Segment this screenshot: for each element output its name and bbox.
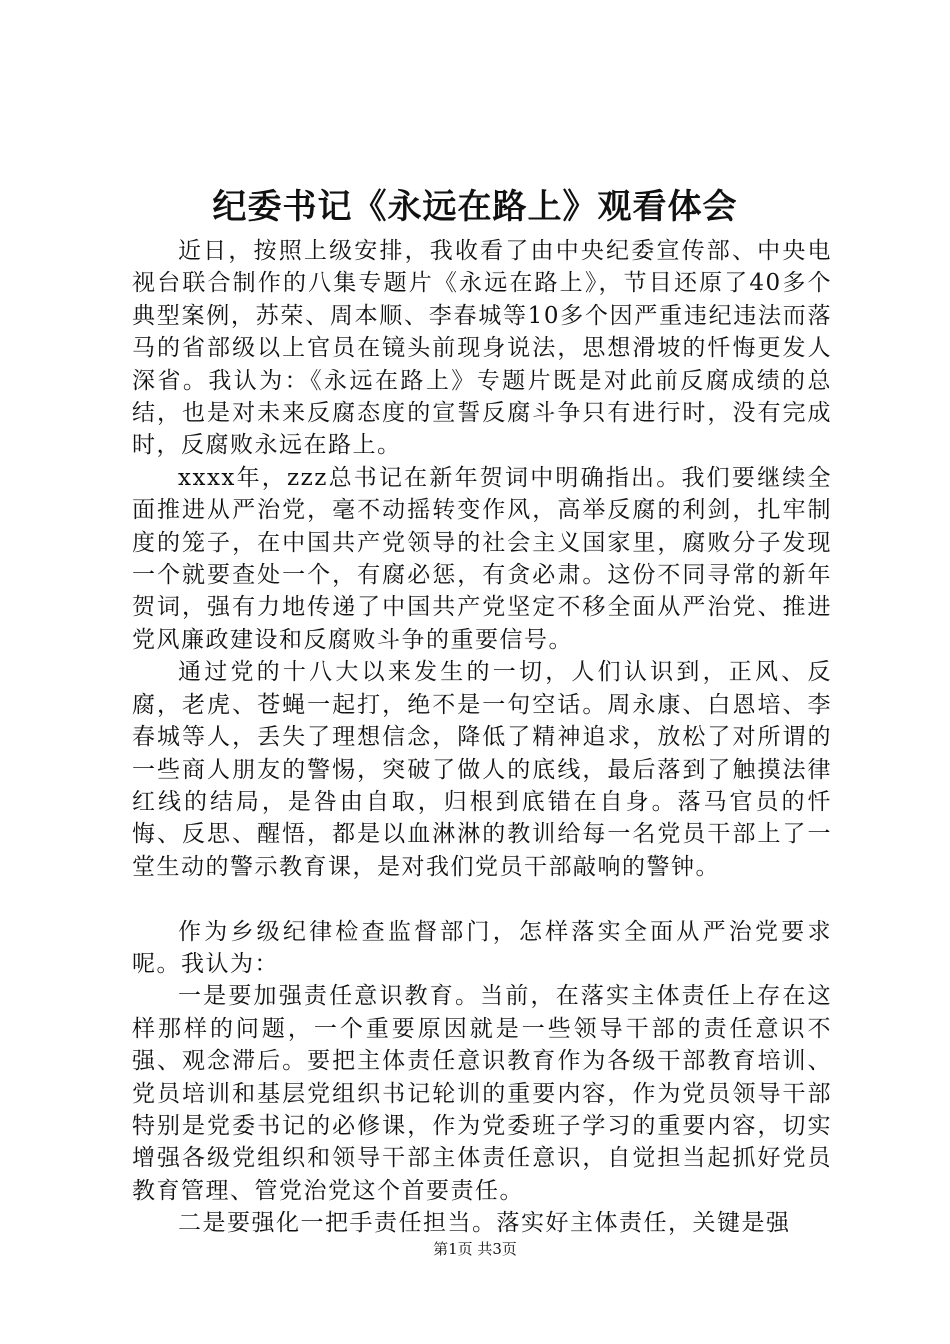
paragraph: 二是要强化一把手责任担当。落实好主体责任，关键是强 [178,1210,791,1237]
page-number-footer: 第1页 共3页 [433,1240,517,1258]
document-title: 纪委书记《永远在路上》观看体会 [212,187,738,227]
paragraph: 近日，按照上级安排，我收看了由中央纪委宣传部、中央电视台联合制作的八集专题片《永远在路上》，节目还原了40多个典型案例，苏荣、周本顺、李春城等10多个因严重违纪违法而落马的省部级以上官员在镜头前现身说法，思想滑坡的忏悔更发人深省。我认为：《永远在路上》专题片既是对此前反腐成绩的总结，也是对未来反腐态度的宣誓反腐斗争只有进行时，没有完成时，反腐败永远在路上。 [132,238,832,459]
paragraph: xxxx年，zzz总书记在新年贺词中明确指出。我们要继续全面推进从严治党，毫不动摇转变作风，高举反腐的利剑，扎牢制度的笼子，在中国共产党领导的社会主义国家里，腐败分子发现一个就要查处一个，有腐必惩，有贪必肃。这份不同寻常的新年贺词，强有力地传递了中国共产党坚定不移全面从严治党、推进党风廉政建设和反腐败斗争的重要信号。 [132,464,832,653]
paragraph: 一是要加强责任意识教育。当前，在落实主体责任上存在这样那样的问题，一个重要原因就是一些领导干部的责任意识不强、观念滞后。要把主体责任意识教育作为各级干部教育培训、党员培训和基层党组织书记轮训的重要内容，作为党员领导干部特别是党委书记的必修课，作为党委班子学习的重要内容，切实增强各级党组织和领导干部主体责任意识，自觉担当起抓好党员教育管理、管党治党这个首要责任。 [132,983,832,1204]
document-body [132,235,832,1240]
paragraph: 作为乡级纪律检查监督部门，怎样落实全面从严治党要求呢。我认为： [132,918,832,977]
paragraph: 通过党的十八大以来发生的一切，人们认识到，正风、反腐，老虎、苍蝇一起打，绝不是一句空话。周永康、白恩培、李春城等人，丢失了理想信念，降低了精神追求，放松了对所谓的一些商人朋友的警惕，突破了做人的底线，最后落到了触摸法律红线的结局，是咎由自取，归根到底错在自身。落马官员的忏悔、反思、醒悟，都是以血淋淋的教训给每一名党员干部上了一堂生动的警示教育课，是对我们党员干部敲响的警钟。 [132,659,832,880]
